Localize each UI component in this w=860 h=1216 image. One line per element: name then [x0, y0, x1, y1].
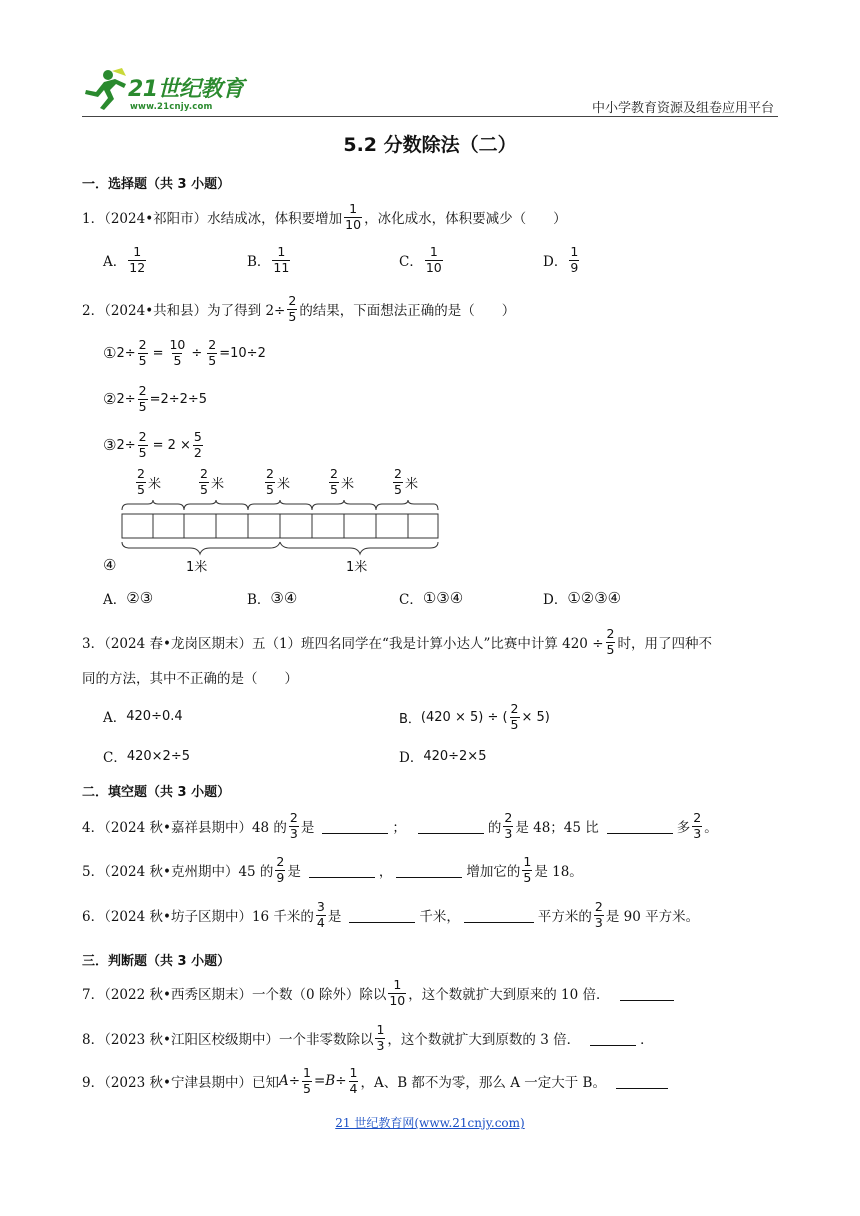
q2-frac-num: 2 — [288, 293, 297, 308]
q3-option-d-label: D． — [399, 750, 424, 766]
q4-a: 4．（2024 秋•嘉祥县期中）48 的 — [82, 820, 287, 836]
q8-c: ． — [640, 1032, 654, 1048]
q5-f2-num: 1 — [523, 854, 532, 869]
segment-label: $\frac{2}{5}$ 米 — [266, 466, 290, 497]
q2-m3-f2-den: 2 — [193, 444, 202, 460]
q9-f2-den: 4 — [349, 1080, 358, 1096]
q6-d: 平方米的 — [537, 909, 592, 925]
q3-option-b[interactable] — [399, 703, 550, 731]
q3-option-a-value: 420÷0.4 — [126, 708, 183, 724]
q4-f1-den: 3 — [289, 825, 298, 841]
footer — [0, 1114, 860, 1131]
q9-eq: = — [313, 1073, 326, 1089]
q3-option-b-frac — [510, 703, 520, 731]
q9-f1-num: 1 — [303, 1065, 311, 1080]
q1-option-a-frac — [128, 246, 146, 274]
q1-option-d[interactable] — [543, 246, 581, 274]
question-2 — [82, 295, 515, 323]
q1-suffix: ，冰化成水，体积要减少（ ） — [364, 211, 567, 227]
q5-blank-2[interactable] — [396, 863, 462, 878]
q4-b: 是 — [300, 820, 315, 836]
q3-option-b-pre: (420 × 5) ÷ ( — [420, 709, 508, 725]
q3-option-d-value: 420÷2×5 — [423, 748, 487, 764]
q3-option-b-den: 5 — [510, 716, 519, 732]
q2-m3-a: 2÷ — [116, 437, 136, 453]
diagram-unit-label: 1米 — [186, 560, 208, 575]
header-divider — [82, 116, 778, 117]
q5-frac-1 — [275, 856, 285, 884]
q6-f1-den: 4 — [316, 914, 325, 930]
q1-frac-num: 1 — [349, 201, 358, 216]
q1-option-d-den: 9 — [570, 259, 579, 275]
q9-b: ，A、B 都不为零，那么 A 一定大于 B。 — [360, 1075, 606, 1091]
q2-m3-mark: ③ — [103, 436, 117, 454]
q9-frac-2 — [349, 1067, 359, 1095]
q4-g: 。 — [704, 820, 718, 836]
question-3 — [82, 628, 712, 656]
q3-option-a[interactable] — [103, 706, 183, 726]
q2-option-a[interactable] — [103, 588, 153, 608]
logo-text: 21世纪教育 — [128, 77, 244, 102]
section-judge-heading: 三．判断题（共 3 小题） — [82, 954, 231, 969]
q3-option-c-value: 420×2÷5 — [126, 748, 190, 764]
q5-frac-2 — [522, 856, 532, 884]
q2-option-b[interactable] — [247, 588, 297, 608]
q2-m1-f1-den: 5 — [138, 352, 147, 368]
q1-option-a-label: A． — [103, 254, 127, 270]
q7-f1-den: 10 — [389, 992, 406, 1008]
q3-option-b-label: B． — [399, 711, 421, 727]
q2-m1-frac-3 — [207, 339, 217, 367]
q7-blank[interactable] — [620, 986, 674, 1001]
q4-frac-3 — [692, 812, 702, 840]
q2-m1-rest: =10÷2 — [219, 345, 266, 361]
q2-m3-rest: = 2 × — [152, 437, 191, 453]
q3-frac-den: 5 — [606, 641, 615, 657]
q5-f1-den: 9 — [276, 869, 285, 885]
q4-c: ； — [392, 820, 406, 836]
q4-f2-den: 3 — [504, 825, 513, 841]
q8-frac-1 — [375, 1024, 385, 1052]
q2-option-d-value: ①②③④ — [567, 589, 622, 607]
q1-option-b-den: 11 — [273, 259, 290, 275]
question-6 — [82, 901, 699, 929]
q2-m3-f2-num: 5 — [193, 429, 202, 444]
q3-option-a-label: A． — [103, 710, 127, 726]
segment-label: $\frac{2}{5}$ 米 — [200, 466, 224, 497]
q2-m1-frac-1 — [138, 339, 148, 367]
q1-option-b-label: B． — [247, 254, 271, 270]
q6-frac-1 — [316, 901, 326, 929]
question-1 — [82, 203, 567, 231]
q5-c: ， — [378, 864, 393, 880]
q2-m1-f2-num: 10 — [169, 337, 186, 352]
q7-b: ，这个数就扩大到原来的 10 倍． — [408, 987, 610, 1003]
q2-option-b-label: B． — [247, 592, 271, 608]
q1-option-b-frac — [272, 246, 290, 274]
q4-frac-1 — [289, 812, 299, 840]
q2-m1-mark: ① — [103, 344, 117, 362]
q1-option-b-num: 1 — [277, 244, 286, 259]
q2-m2-a: 2÷ — [116, 391, 136, 407]
q2-option-d[interactable] — [543, 588, 621, 608]
q2-m3-frac-2 — [193, 431, 203, 459]
q2-m2-rest: =2÷2÷5 — [149, 391, 208, 407]
q9-op1: ÷ — [288, 1073, 301, 1089]
q2-m2-mark: ② — [103, 390, 117, 408]
q1-option-a-num: 1 — [133, 244, 142, 259]
question-9 — [82, 1067, 672, 1095]
q7-f1-num: 1 — [393, 977, 402, 992]
q6-f2-den: 3 — [594, 914, 603, 930]
q5-d: 增加它的 — [466, 864, 521, 880]
q5-f2-den: 5 — [523, 869, 532, 885]
q1-option-a-den: 12 — [129, 259, 146, 275]
q1-prefix: 1．（2024•祁阳市）水结成冰，体积要增加 — [82, 211, 343, 227]
question-5 — [82, 856, 583, 884]
q1-option-d-label: D． — [543, 254, 568, 270]
q2-m1-mid: ÷ — [191, 345, 203, 361]
q2-option-c-label: C． — [399, 592, 423, 608]
q2-fraction — [287, 295, 297, 323]
q2-option-a-value: ②③ — [126, 589, 154, 607]
q2-method-3 — [103, 431, 205, 459]
q1-option-b[interactable] — [247, 246, 292, 274]
q6-b: 是 — [327, 909, 342, 925]
page-title: 5.2 分数除法（二） — [343, 134, 517, 156]
platform-name: 中小学教育资源及组卷应用平台 — [591, 101, 774, 116]
q2-m1-eq1: = — [152, 345, 164, 361]
q8-f1-num: 1 — [376, 1022, 385, 1037]
q1-option-c[interactable] — [399, 246, 445, 274]
q2-m1-f1-num: 2 — [138, 337, 147, 352]
q6-e: 是 90 平方米。 — [605, 909, 700, 925]
q2-suffix: 的结果，下面想法正确的是（ ） — [299, 303, 516, 319]
q5-b: 是 — [287, 864, 301, 880]
q7-a: 7．（2022 秋•西秀区期末）一个数（0 除外）除以 — [82, 987, 387, 1003]
q8-b: ，这个数就扩大到原数的 3 倍． — [387, 1032, 581, 1048]
q9-op2: ÷ — [335, 1073, 347, 1089]
q6-frac-2 — [594, 901, 604, 929]
q2-m4-mark: ④ — [103, 556, 117, 574]
runner-logo-icon — [82, 68, 128, 112]
q4-frac-2 — [503, 812, 513, 840]
q2-m2-frac-1 — [138, 385, 148, 413]
diagram-unit-label: 1米 — [346, 560, 368, 575]
q1-option-c-num: 1 — [429, 244, 438, 259]
q3-suffix: 时，用了四种不 — [617, 636, 712, 652]
logo — [82, 66, 252, 114]
q3-option-c-label: C． — [103, 750, 127, 766]
q3-option-d[interactable] — [399, 746, 486, 766]
q3-option-c[interactable] — [103, 746, 190, 766]
q1-option-c-den: 10 — [425, 259, 442, 275]
q8-f1-den: 3 — [376, 1037, 385, 1053]
q2-bar-diagram — [120, 468, 440, 576]
q5-a: 5．（2024 秋•克州期中）45 的 — [82, 864, 274, 880]
q4-f2-num: 2 — [504, 810, 513, 825]
q1-frac-den: 10 — [345, 216, 362, 232]
q2-m1-frac-2 — [168, 339, 186, 367]
q1-option-c-label: C． — [399, 254, 423, 270]
q4-f3-num: 2 — [693, 810, 702, 825]
q6-a: 6．（2024 秋•坊子区期中）16 千米的 — [82, 909, 314, 925]
q2-m2-f1-num: 2 — [138, 383, 147, 398]
segment-label: $\frac{2}{5}$ 米 — [394, 466, 418, 497]
q2-m3-f1-num: 2 — [138, 429, 147, 444]
q2-m2-f1-den: 5 — [138, 398, 147, 414]
q4-f3-den: 3 — [693, 825, 702, 841]
segment-label: $\frac{2}{5}$ 米 — [330, 466, 354, 497]
q6-c: 千米， — [419, 909, 460, 925]
segment-label: $\frac{2}{5}$ 米 — [137, 466, 161, 497]
q2-m1-f3-num: 2 — [208, 337, 217, 352]
q5-e: 是 18。 — [534, 864, 583, 880]
q2-option-b-value: ③④ — [270, 589, 298, 607]
logo-url: www.21cnjy.com — [130, 102, 213, 112]
question-7 — [82, 979, 678, 1007]
question-8 — [82, 1024, 654, 1052]
q2-m1-f2-den: 5 — [173, 352, 182, 368]
q9-v2: B — [325, 1073, 336, 1089]
q9-frac-1 — [302, 1067, 312, 1095]
q1-option-a[interactable] — [103, 246, 148, 274]
q3-option-b-num: 2 — [510, 701, 519, 716]
q2-method-1 — [103, 339, 266, 367]
q9-f2-num: 1 — [349, 1065, 358, 1080]
q2-frac-den: 5 — [288, 308, 297, 324]
q9-a: 9．（2023 秋•宁津县期中）已知 — [82, 1075, 279, 1091]
q2-option-d-label: D． — [543, 592, 568, 608]
q8-a: 8．（2023 秋•江阳区校级期中）一个非零数除以 — [82, 1032, 374, 1048]
q4-blank-1[interactable] — [322, 819, 388, 834]
q2-m3-frac-1 — [138, 431, 148, 459]
question-4 — [82, 812, 718, 840]
diagram-bar-svg — [120, 500, 440, 580]
q2-m3-f1-den: 5 — [138, 444, 147, 460]
q2-m1-f3-den: 5 — [208, 352, 217, 368]
q4-f1-num: 2 — [289, 810, 298, 825]
q4-blank-3[interactable] — [607, 819, 673, 834]
q2-m1-a: 2÷ — [116, 345, 136, 361]
q4-e: 是 48；45 比 — [515, 820, 599, 836]
q2-prefix: 2．（2024•共和县）为了得到 2÷ — [82, 303, 286, 319]
q3-prefix: 3．（2024 春•龙岗区期末）五（1）班四名同学在“我是计算小达人”比赛中计算 420 ÷ — [82, 636, 604, 652]
q1-option-c-frac — [425, 246, 443, 274]
q7-frac-1 — [388, 979, 406, 1007]
q2-method-2 — [103, 385, 207, 413]
q9-blank[interactable] — [616, 1074, 668, 1089]
q6-f1-num: 3 — [316, 899, 325, 914]
q6-blank-2[interactable] — [464, 908, 534, 923]
q5-blank-1[interactable] — [309, 863, 375, 878]
section-choice-heading: 一．选择题（共 3 小题） — [82, 177, 231, 192]
q1-fraction — [344, 203, 362, 231]
q1-option-d-num: 1 — [570, 244, 579, 259]
q6-f2-num: 2 — [594, 899, 603, 914]
q9-v1: A — [278, 1073, 289, 1089]
q2-option-c-value: ①③④ — [422, 589, 464, 607]
section-fill-heading: 二．填空题（共 3 小题） — [82, 785, 231, 800]
q2-option-a-label: A． — [103, 592, 127, 608]
q8-blank[interactable] — [590, 1031, 636, 1046]
q4-d: 的 — [487, 820, 502, 836]
q2-option-c[interactable] — [399, 588, 463, 608]
q3-option-b-post: × 5) — [521, 709, 550, 725]
q9-f1-den: 5 — [303, 1080, 311, 1096]
q6-blank-1[interactable] — [349, 908, 415, 923]
footer-link[interactable]: 21 世纪教育网(www.21cnjy.com) — [335, 1116, 525, 1130]
q3-line2: 同的方法，其中不正确的是（ ） — [82, 671, 298, 687]
q5-f1-num: 2 — [276, 854, 285, 869]
q3-frac-num: 2 — [606, 626, 615, 641]
q4-f: 多 — [676, 820, 691, 836]
q4-blank-2[interactable] — [418, 819, 484, 834]
q3-fraction — [606, 628, 616, 656]
q1-option-d-frac — [569, 246, 579, 274]
